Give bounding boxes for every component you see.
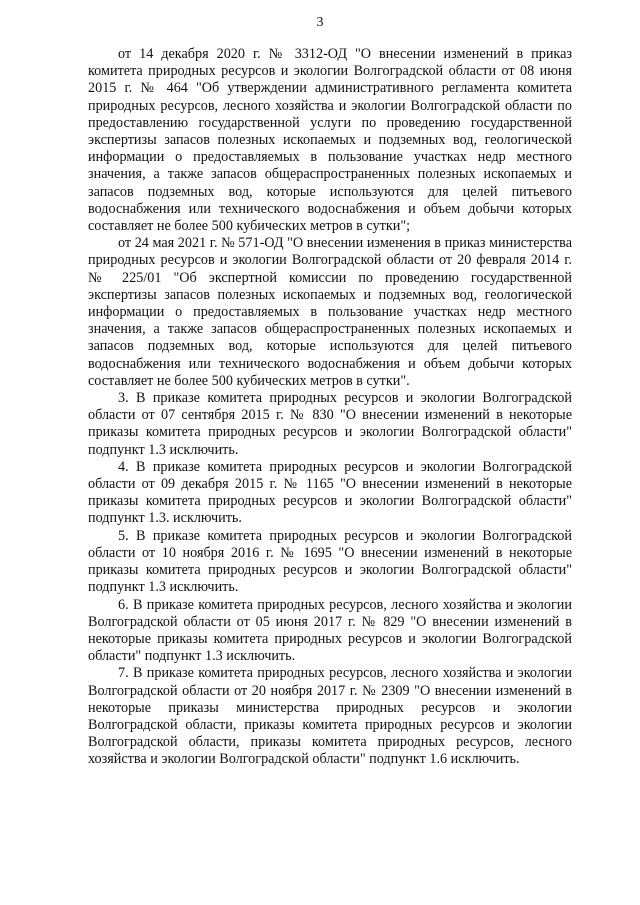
document-body <box>88 46 572 769</box>
paragraph-item-5: 5. В приказе комитета природных ресурсов и экологии Волгоградской области от 10 ноября 2016 г. № 1695 "О внесении изменений в некоторые приказы комитета природных ресурсов и экологии Волгоградской области" подпункт 1.3 исключить. <box>88 527 572 596</box>
page-number: 3 <box>316 15 324 30</box>
paragraph-item-3: 3. В приказе комитета природных ресурсов и экологии Волгоградской области от 07 сентября 2015 г. № 830 "О внесении изменений в некоторые приказы комитета природных ресурсов и экологии Волгоградской области" подпункт 1.3 исключить. <box>88 390 572 458</box>
paragraph-item-4: 4. В приказе комитета природных ресурсов и экологии Волгоградской области от 09 декабря 2015 г. № 1165 "О внесении изменений в некоторые приказы комитета природных ресурсов и экологии Волгоградской области" подпункт 1.3. исключить. <box>88 458 572 527</box>
paragraph-item-7: 7. В приказе комитета природных ресурсов, лесного хозяйства и экологии Волгоградской области от 20 ноября 2017 г. № 2309 "О внесении изменений в некоторые приказы министерства природных ресурсов и экологии Волгоградской области, приказы комитета природных ресурсов и экологии Волгоградской области, приказы комитета природных ресурсов, лесного хозяйства и экологии Волгоградской области" подпункт 1.6 исключить. <box>88 665 572 768</box>
paragraph-order-3312: от 14 декабря 2020 г. № 3312-ОД "О внесении изменений в приказ комитета природных ресурсов и экологии Волгоградской области от 08 июня 2015 г. № 464 "Об утверждении административного регламента комитета природных ресурсов, лесного хозяйства и экологии Волгоградской области по предоставлению государственной услуги по проведению государственной экспертизы запасов полезных ископаемых и подземных вод, геологической информации о предоставляемых в пользование участках недр местного значения, а также запасов общераспространенных полезных ископаемых и запасов подземных вод, которые используются для целей питьевого водоснабжения или технического водоснабжения и объем добычи которых составляет не более 500 кубических метров в сутки"; <box>88 46 572 235</box>
paragraph-order-571: от 24 мая 2021 г. № 571-ОД "О внесении изменения в приказ министерства природных ресурсов и экологии Волгоградской области от 20 февраля 2014 г. № 225/01 "Об экспертной комиссии по проведению государственной экспертизы запасов полезных ископаемых и подземных вод, геологической информации о предоставляемых в пользование участках недр местного значения, а также запасов общераспространенных полезных ископаемых и запасов подземных вод, которые используются для целей питьевого водоснабжения или технического водоснабжения и объем добычи которых составляет не более 500 кубических метров в сутки". <box>88 235 572 389</box>
paragraph-item-6: 6. В приказе комитета природных ресурсов, лесного хозяйства и экологии Волгоградской области от 05 июня 2017 г. № 829 "О внесении изменений в некоторые приказы комитета природных ресурсов и экологии Волгоградской области" подпункт 1.3 исключить. <box>88 596 572 665</box>
